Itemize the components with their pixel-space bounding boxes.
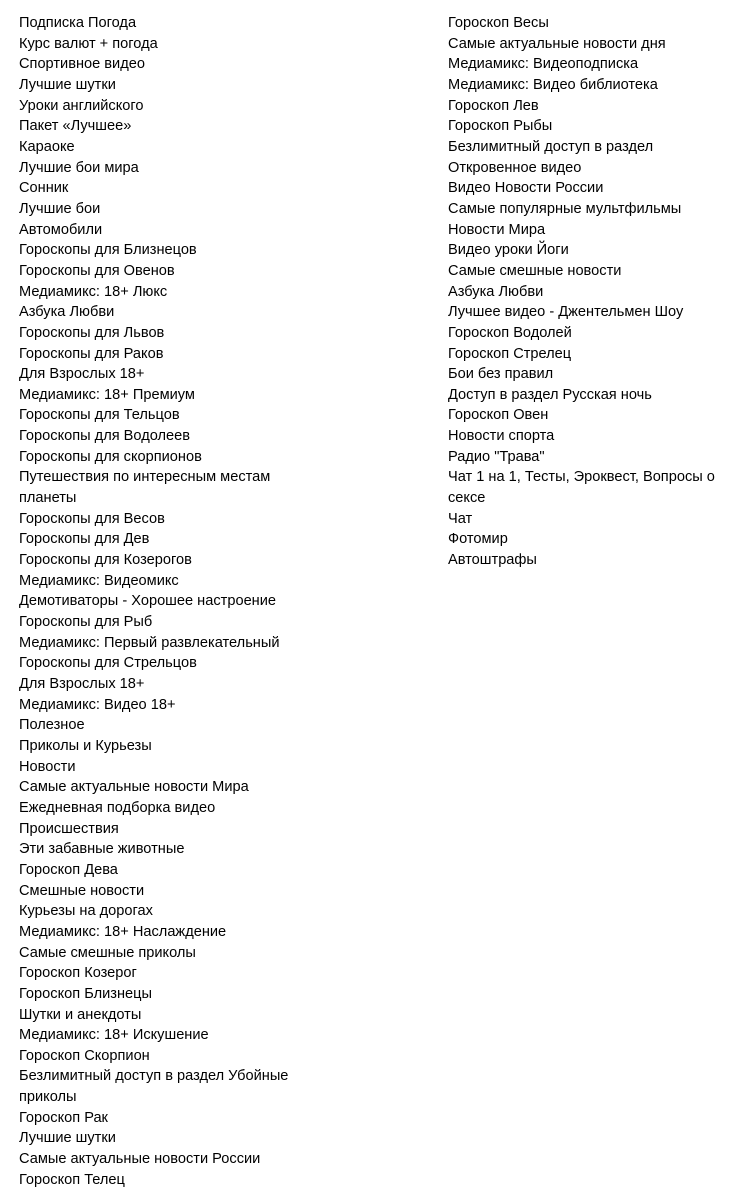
list-item: Доступ в раздел Русская ночь bbox=[448, 386, 652, 403]
list-item: Медиамикс: 18+ Премиум bbox=[19, 386, 195, 403]
list-item: Самые актуальные новости дня bbox=[448, 35, 666, 52]
list-item: Гороскопы для Рыб bbox=[19, 614, 153, 631]
list-item: Самые смешные новости bbox=[448, 262, 622, 279]
list-item: Медиамикс: Первый развлекательный bbox=[19, 634, 280, 651]
subscription-list-left-column bbox=[19, 13, 311, 1190]
list-item: Происшествия bbox=[19, 820, 119, 837]
list-item: Самые актуальные новости России bbox=[19, 1151, 261, 1168]
list-item: Гороскоп Весы bbox=[448, 15, 549, 31]
list-item: Курьезы на дорогах bbox=[19, 903, 153, 920]
list-item: Гороскопы для Раков bbox=[19, 345, 164, 362]
list-item: Гороскоп Рак bbox=[19, 1109, 108, 1126]
list-item: Гороскопы для Весов bbox=[19, 510, 165, 527]
list-item: Автоштрафы bbox=[448, 552, 537, 569]
list-item: Путешествия по интересным местам планеты bbox=[19, 469, 271, 507]
list-item: Гороскоп Дева bbox=[19, 861, 118, 878]
list-item: Для Взрослых 18+ bbox=[19, 676, 145, 692]
list-item: Ежедневная подборка видео bbox=[19, 799, 216, 816]
list-item: Самые актуальные новости Мира bbox=[19, 779, 249, 796]
list-item: Гороскоп Лев bbox=[448, 97, 539, 114]
list-item: Радио "Трава" bbox=[448, 448, 545, 465]
list-item: Фотомир bbox=[448, 531, 508, 548]
list-item: Гороскопы для Близнецов bbox=[19, 242, 197, 259]
list-item: Медиамикс: Видеомикс bbox=[19, 572, 179, 589]
list-item: Уроки английского bbox=[19, 97, 144, 114]
list-item: Караоке bbox=[19, 138, 75, 155]
list-item: Гороскоп Близнецы bbox=[19, 985, 152, 1002]
list-item: Автомобили bbox=[19, 221, 103, 238]
list-item: Новости bbox=[19, 758, 76, 775]
list-item: Медиамикс: Видеоподписка bbox=[448, 56, 639, 73]
list-item: Откровенное видео bbox=[448, 159, 582, 176]
subscription-list-right-column bbox=[448, 13, 728, 571]
list-item: Безлимитный доступ в раздел Убойные приколы bbox=[19, 1068, 289, 1106]
list-item: Новости Мира bbox=[448, 221, 546, 238]
list-item: Гороскопы для Овенов bbox=[19, 262, 175, 279]
list-item: Медиамикс: Видео 18+ bbox=[19, 696, 176, 713]
list-item: Гороскопы для скорпионов bbox=[19, 448, 202, 465]
list-item: Медиамикс: Видео библиотека bbox=[448, 76, 658, 93]
list-item: Приколы и Курьезы bbox=[19, 737, 152, 754]
list-item: Гороскопы для Дев bbox=[19, 531, 150, 548]
list-item: Демотиваторы - Хорошее настроение bbox=[19, 593, 277, 610]
list-item: Видео Новости России bbox=[448, 180, 604, 197]
list-item: Бои без правил bbox=[448, 366, 554, 383]
list-item: Смешные новости bbox=[19, 882, 145, 899]
list-item: Новости спорта bbox=[448, 428, 555, 445]
list-item: Лучшие шутки bbox=[19, 1130, 116, 1147]
list-item: Самые популярные мультфильмы bbox=[448, 200, 682, 217]
list-item: Гороскопы для Львов bbox=[19, 324, 165, 341]
list-item: Курс валют + погода bbox=[19, 35, 158, 52]
list-item: Гороскопы для Козерогов bbox=[19, 552, 192, 569]
list-item: Азбука Любви bbox=[19, 304, 115, 321]
list-item: Медиамикс: 18+ Люкс bbox=[19, 283, 168, 300]
list-item: Медиамикс: 18+ Наслаждение bbox=[19, 923, 227, 940]
list-item: Лучшие бои мира bbox=[19, 159, 139, 176]
list-item: Пакет «Лучшее» bbox=[19, 118, 132, 135]
list-item: Чат bbox=[448, 510, 473, 527]
list-item: Эти забавные животные bbox=[19, 841, 185, 858]
list-item: Гороскоп Овен bbox=[448, 407, 549, 424]
list-item: Сонник bbox=[19, 180, 69, 197]
list-item: Безлимитный доступ в раздел bbox=[448, 138, 654, 155]
list-item: Для Взрослых 18+ bbox=[19, 366, 145, 383]
list-item: Самые смешные приколы bbox=[19, 944, 196, 961]
list-item: Гороскоп Телец bbox=[19, 1171, 125, 1188]
list-item: Подписка Погода bbox=[19, 15, 137, 31]
list-item: Гороскоп Козерог bbox=[19, 965, 137, 982]
list-item: Гороскопы для Тельцов bbox=[19, 407, 180, 424]
list-item: Лучшее видео - Джентельмен Шоу bbox=[448, 304, 684, 321]
list-item: Лучшие бои bbox=[19, 200, 101, 217]
list-item: Гороскопы для Стрельцов bbox=[19, 655, 197, 672]
list-item: Полезное bbox=[19, 717, 85, 734]
list-item: Шутки и анекдоты bbox=[19, 1006, 142, 1023]
list-item: Чат 1 на 1, Тесты, Эроквест, Вопросы о сексе bbox=[448, 469, 715, 507]
list-item: Гороскоп Водолей bbox=[448, 324, 572, 341]
list-item: Азбука Любви bbox=[448, 283, 544, 300]
list-item: Спортивное видео bbox=[19, 56, 145, 73]
list-item: Медиамикс: 18+ Искушение bbox=[19, 1027, 209, 1044]
list-item: Гороскопы для Водолеев bbox=[19, 428, 191, 445]
list-item: Видео уроки Йоги bbox=[448, 242, 569, 259]
list-item: Лучшие шутки bbox=[19, 76, 116, 93]
list-item: Гороскоп Скорпион bbox=[19, 1047, 150, 1064]
list-item: Гороскоп Рыбы bbox=[448, 118, 553, 135]
list-item: Гороскоп Стрелец bbox=[448, 345, 572, 362]
